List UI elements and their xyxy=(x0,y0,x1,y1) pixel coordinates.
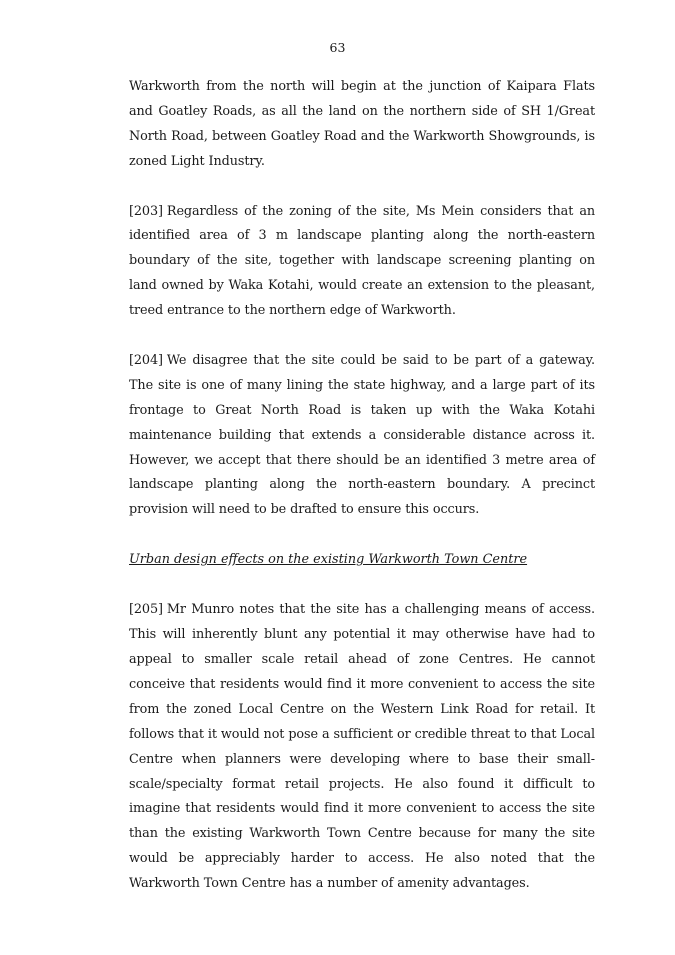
paragraph-text: Warkworth from the north will begin at the junction of Kaipara Flats and Goatley Roads, as all the land on the northern side of SH 1/Great North Road, between Goatley Road and the Warkworth Showgrounds, is zoned Light Industry. xyxy=(129,79,595,169)
paragraph-text: Mr Munro notes that the site has a challenging means of access. This will inherently blunt any potential it may otherwise have had to appeal to smaller scale retail ahead of zone Centres. He cannot conceive that residents would find it more convenient to access the site from the zoned Local Centre on the Western Link Road for retail. It follows that it would not pose a sufficient or credible threat to that Local Centre when planners were developing where to base their small-scale/specialty format retail projects. He also found it difficult to imagine that residents would find it more convenient to access the site than the existing Warkworth Town Centre because for many the site would be appreciably harder to access. He also noted that the Warkworth Town Centre has a number of amenity advantages. xyxy=(129,602,595,892)
paragraph-203 xyxy=(129,200,595,325)
page-number: 63 xyxy=(329,40,346,55)
document-body xyxy=(129,75,595,897)
section-heading: Urban design effects on the existing Warkworth Town Centre xyxy=(129,552,528,568)
paragraph-number: [204] xyxy=(129,352,163,368)
paragraph-text: Regardless of the zoning of the site, Ms Mein considers that an identified area of 3 m landscape planting along the north-eastern boundary of the site, together with landscape screening planting on land owned by Waka Kotahi, would create an extension to the pleasant, treed entrance to the northern edge of Warkworth. xyxy=(129,203,595,319)
paragraph-text: We disagree that the site could be said to be part of a gateway. The site is one of many lining the state highway, and a large part of its frontage to Great North Road is taken up with the Waka Kotahi maintenance building that extends a considerable distance across it. However, we accept that there should be an identified 3 metre area of landscape planting along the north-eastern boundary. A precinct provision will need to be drafted to ensure this occurs. xyxy=(129,352,595,518)
paragraph-number: [205] xyxy=(129,602,163,618)
paragraph-205 xyxy=(129,598,595,897)
paragraph-204 xyxy=(129,349,595,523)
paragraph-continuation xyxy=(129,75,595,175)
paragraph-number: [203] xyxy=(129,203,163,219)
